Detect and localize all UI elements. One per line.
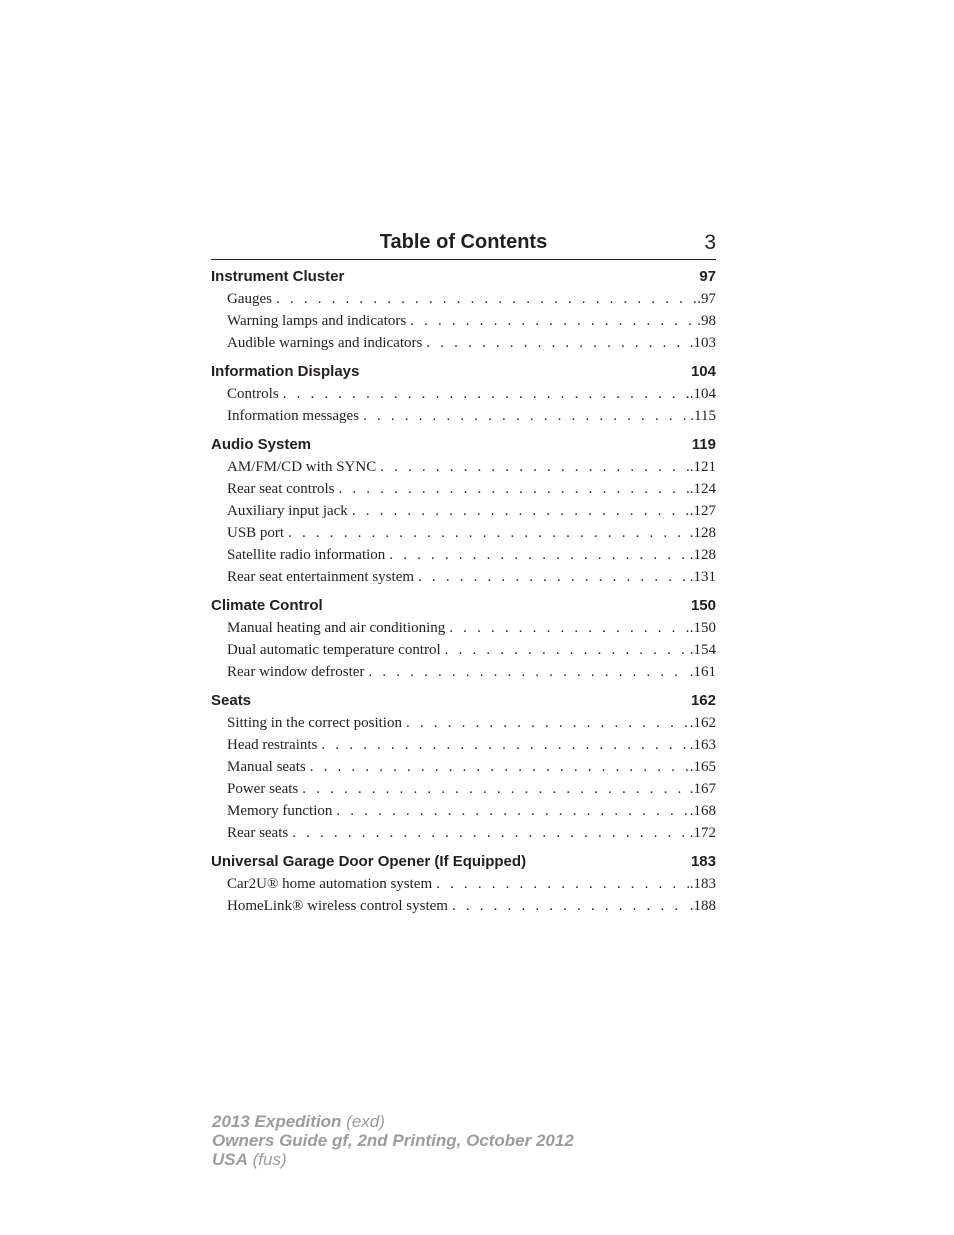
toc-entry[interactable] <box>211 310 716 332</box>
toc-entry-label: Controls <box>227 386 279 402</box>
toc-dot-leader <box>359 405 689 427</box>
toc-section <box>211 690 716 844</box>
toc-dot-leader <box>448 895 689 917</box>
toc-dot-leader <box>279 383 689 405</box>
toc-section-page: 183 <box>690 853 716 870</box>
toc-section-page: 119 <box>691 436 716 453</box>
toc-entry-page: .154 <box>689 642 716 658</box>
toc-section <box>211 434 716 588</box>
toc-section-title: Seats <box>211 692 252 709</box>
toc-entry[interactable] <box>211 756 716 778</box>
footer-model-code: (exd) <box>346 1112 385 1131</box>
toc-entry-page: .167 <box>689 781 716 797</box>
toc-entry-label: Car2U® home automation system <box>227 876 433 892</box>
toc-entry[interactable] <box>211 544 716 566</box>
toc-entry[interactable] <box>211 617 716 639</box>
toc-entry-label: Satellite radio information <box>227 547 386 563</box>
toc-entry[interactable] <box>211 639 716 661</box>
toc-section-heading[interactable] <box>211 595 716 617</box>
toc-entry-label: Warning lamps and indicators <box>227 313 407 329</box>
toc-entry-page: .97 <box>697 291 716 307</box>
toc-dot-leader <box>272 288 696 310</box>
toc-entry[interactable] <box>211 288 716 310</box>
toc-entry-page: .115 <box>690 408 716 424</box>
toc-dot-leader <box>334 478 688 500</box>
toc-entry[interactable] <box>211 822 716 844</box>
toc-dot-leader <box>376 456 689 478</box>
toc-entry[interactable] <box>211 661 716 683</box>
toc-entry-page: .172 <box>689 825 716 841</box>
toc-entry[interactable] <box>211 478 716 500</box>
toc-entry-label: USB port <box>227 525 285 541</box>
toc-section-page: 162 <box>690 692 716 709</box>
page-header <box>211 229 716 260</box>
toc-entry-page: .127 <box>689 503 716 519</box>
toc-dot-leader <box>288 822 689 844</box>
toc-section-title: Climate Control <box>211 597 323 614</box>
toc-entry-page: .165 <box>689 759 716 775</box>
toc-dot-leader <box>298 778 689 800</box>
toc-entry-page: .131 <box>689 569 716 585</box>
toc-entry[interactable] <box>211 500 716 522</box>
toc-dot-leader <box>422 332 688 354</box>
toc-entry-label: Manual heating and air conditioning <box>227 620 446 636</box>
footer-line-1 <box>212 1112 574 1131</box>
toc-section-heading[interactable] <box>211 266 716 288</box>
toc-section <box>211 266 716 354</box>
toc-entry[interactable] <box>211 800 716 822</box>
table-of-contents <box>211 266 716 924</box>
toc-entry[interactable] <box>211 522 716 544</box>
toc-entry-label: Auxiliary input jack <box>227 503 348 519</box>
toc-entry[interactable] <box>211 566 716 588</box>
toc-dot-leader <box>284 522 689 544</box>
toc-entry[interactable] <box>211 734 716 756</box>
toc-entry[interactable] <box>211 332 716 354</box>
toc-entry-label: HomeLink® wireless control system <box>227 898 448 914</box>
document-footer <box>212 1112 574 1169</box>
toc-dot-leader <box>432 873 689 895</box>
toc-dot-leader <box>385 544 688 566</box>
toc-dot-leader <box>414 566 689 588</box>
toc-section-heading[interactable] <box>211 434 716 456</box>
toc-dot-leader <box>364 661 688 683</box>
page-title: Table of Contents <box>379 231 548 253</box>
footer-market-code: (fus) <box>252 1150 287 1169</box>
toc-section <box>211 851 716 917</box>
footer-market: USA <box>212 1150 248 1169</box>
toc-entry-page: .124 <box>689 481 716 497</box>
toc-section <box>211 361 716 427</box>
toc-section-title: Universal Garage Door Opener (If Equipped) <box>211 853 527 870</box>
toc-entry-label: Gauges <box>227 291 272 307</box>
toc-section-heading[interactable] <box>211 361 716 383</box>
toc-entry[interactable] <box>211 873 716 895</box>
toc-entry-label: Rear seat controls <box>227 481 335 497</box>
toc-entry-page: .162 <box>689 715 716 731</box>
toc-dot-leader <box>348 500 689 522</box>
toc-entry-page: .188 <box>689 898 716 914</box>
toc-entry-page: .121 <box>689 459 716 475</box>
footer-model: 2013 Expedition <box>212 1112 342 1131</box>
toc-dot-leader <box>445 617 688 639</box>
toc-entry-page: .103 <box>689 335 716 351</box>
toc-dot-leader <box>332 800 688 822</box>
toc-entry[interactable] <box>211 383 716 405</box>
toc-section-page: 104 <box>690 363 716 380</box>
toc-section-heading[interactable] <box>211 690 716 712</box>
toc-section-page: 97 <box>699 268 716 285</box>
toc-entry-page: .128 <box>689 547 716 563</box>
toc-entry[interactable] <box>211 895 716 917</box>
toc-entry[interactable] <box>211 405 716 427</box>
toc-entry-label: Head restraints <box>227 737 318 753</box>
toc-entry-page: .98 <box>697 313 716 329</box>
toc-section <box>211 595 716 683</box>
toc-dot-leader <box>402 712 689 734</box>
toc-entry-page: .104 <box>689 386 716 402</box>
toc-section-page: 150 <box>690 597 716 614</box>
toc-dot-leader <box>406 310 696 332</box>
toc-entry-page: .183 <box>689 876 716 892</box>
footer-line-2: Owners Guide gf, 2nd Printing, October 2012 <box>212 1131 574 1150</box>
toc-entry-label: Information messages <box>227 408 360 424</box>
toc-section-title: Audio System <box>211 436 312 453</box>
toc-entry-label: Manual seats <box>227 759 306 775</box>
toc-entry-label: Memory function <box>227 803 333 819</box>
toc-entry-label: Rear seats <box>227 825 289 841</box>
toc-entry-label: Audible warnings and indicators <box>227 335 423 351</box>
toc-dot-leader <box>317 734 688 756</box>
toc-entry[interactable] <box>211 712 716 734</box>
toc-entry[interactable] <box>211 778 716 800</box>
toc-entry-page: .161 <box>689 664 716 680</box>
toc-entry-page: .163 <box>689 737 716 753</box>
page-number: 3 <box>704 231 716 254</box>
toc-entry-label: Power seats <box>227 781 299 797</box>
toc-entry[interactable] <box>211 456 716 478</box>
toc-entry-label: AM/FM/CD with SYNC <box>227 459 377 475</box>
footer-line-3 <box>212 1150 574 1169</box>
toc-entry-page: .128 <box>689 525 716 541</box>
toc-dot-leader <box>441 639 689 661</box>
toc-entry-page: .150 <box>689 620 716 636</box>
toc-section-heading[interactable] <box>211 851 716 873</box>
toc-section-title: Instrument Cluster <box>211 268 345 285</box>
toc-entry-label: Rear window defroster <box>227 664 365 680</box>
toc-entry-label: Sitting in the correct position <box>227 715 402 731</box>
toc-entry-label: Rear seat entertainment system <box>227 569 415 585</box>
toc-dot-leader <box>306 756 689 778</box>
toc-entry-page: .168 <box>689 803 716 819</box>
toc-section-title: Information Displays <box>211 363 360 380</box>
toc-entry-label: Dual automatic temperature control <box>227 642 441 658</box>
